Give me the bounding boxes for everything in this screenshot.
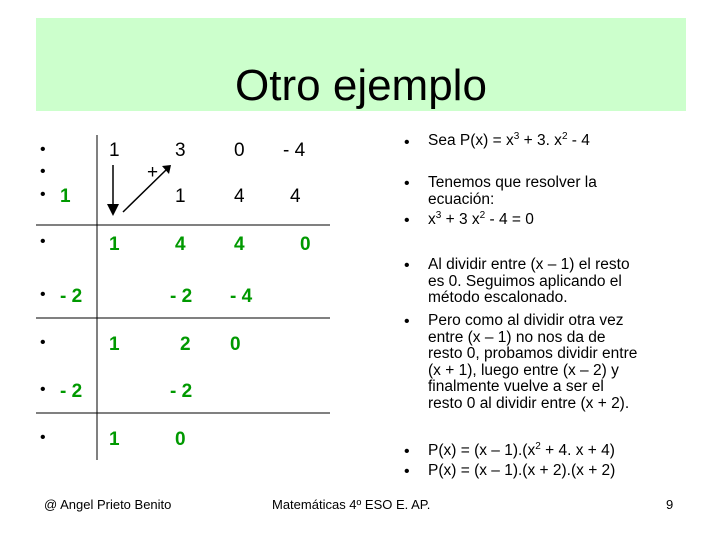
bullet: • [404, 134, 410, 151]
product-value: 1 [175, 186, 186, 207]
footer-course: Matemáticas 4º ESO E. AP. [272, 497, 431, 512]
slide-title: Otro ejemplo [235, 61, 487, 110]
polynomial-definition: Sea $P(x) = x^3 + 3$. $x^2 - 4$ [428, 131, 590, 149]
down-arrowhead [107, 204, 119, 216]
bullet: • [40, 381, 46, 398]
bullet: • [40, 163, 46, 180]
bullet: • [404, 463, 410, 480]
remainder-value: 0 [230, 334, 241, 355]
result-value: 1 [109, 234, 120, 255]
coefficient: 1 [109, 140, 120, 161]
bullet: • [40, 141, 46, 158]
result-value: 4 [175, 234, 186, 255]
product-value: 4 [290, 186, 301, 207]
explanation-further-divisions: Pero como al dividir otra vez entre (x – 1) no nos da de resto 0, probamos dividir entre (x + 1), luego entre (x – 2) y finalmente vuelve a ser el resto 0 al dividir entre (x + 2). [428, 312, 638, 412]
equation: $x^3 + 3$ $x^2 - 4 = 0$ [428, 210, 534, 228]
remainder-value: 0 [300, 234, 311, 255]
divisor-root: - 2 [60, 381, 83, 402]
result-value: 4 [234, 234, 245, 255]
result-value: 1 [109, 429, 120, 450]
product-value: - 2 [170, 286, 193, 307]
factorization-step: $P(x) = (x - 1).(x^2 + 4$. x + 4) [428, 441, 615, 459]
bullet: • [40, 429, 46, 446]
bullet: • [404, 212, 410, 229]
page-number: 9 [666, 497, 674, 512]
bullet: • [404, 313, 410, 330]
factorization-final: P(x) = (x – 1).(x + 2).(x + 2) [428, 462, 616, 479]
result-value: 2 [180, 334, 191, 355]
product-value: 4 [234, 186, 245, 207]
bullet: • [40, 233, 46, 250]
footer-author: @ Angel Prieto Benito [44, 497, 172, 512]
explanation-first-division: Al dividir entre (x – 1) el resto es 0. Seguimos aplicando el método escalonado. [428, 256, 630, 306]
equation-intro: Tenemos que resolver la ecuación: [428, 174, 597, 208]
plus-sign: + [147, 162, 159, 183]
coefficient: 3 [175, 140, 186, 161]
bullet: • [404, 175, 410, 192]
bullet: • [40, 186, 46, 203]
product-value: - 2 [170, 381, 193, 402]
remainder-value: 0 [175, 429, 186, 450]
coefficient: 0 [234, 140, 245, 161]
diagonal-arrow [123, 170, 166, 212]
bullet: • [404, 257, 410, 274]
result-value: 1 [109, 334, 120, 355]
divisor-root: 1 [60, 186, 71, 207]
divisor-root: - 2 [60, 286, 83, 307]
coefficient: - 4 [283, 140, 306, 161]
bullet: • [40, 286, 46, 303]
bullet: • [40, 334, 46, 351]
product-value: - 4 [230, 286, 253, 307]
bullet: • [404, 443, 410, 460]
